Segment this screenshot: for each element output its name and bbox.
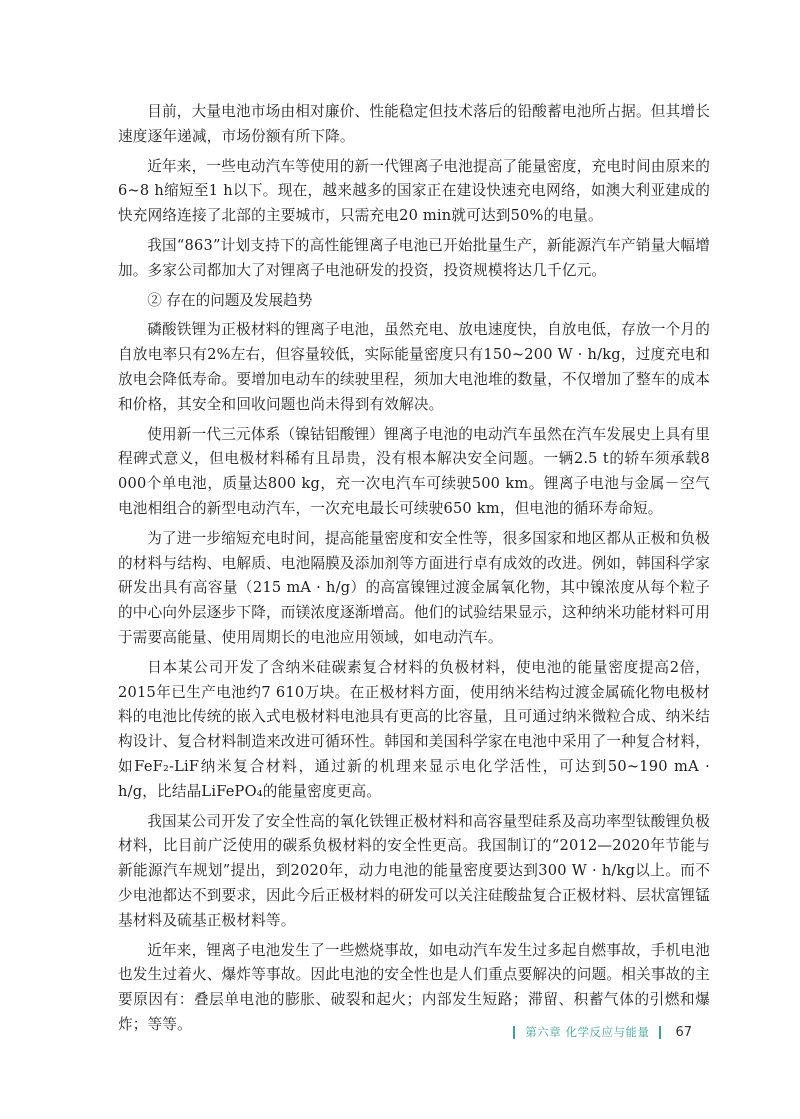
paragraph: 目前，大量电池市场由相对廉价、性能稳定但技术落后的铅酸蓄电池所占据。但其增长速度逐年递减，市场份额有所下降。: [118, 103, 710, 145]
paragraph: 使用新一代三元体系（镍钴铝酸锂）锂离子电池的电动汽车虽然在汽车发展史上具有里程碑式意义，但电极材料稀有且昂贵，没有根本解决安全问题。一辆2.5 t的轿车须承载8 000个单电池，质量达800 kg，充一次电汽车可续驶500 km。锂离子电池与金属－空气电池相组合的新型电动汽车，一次充电最长可续驶650 km，但电池的循环寿命短。: [118, 425, 710, 517]
paragraph: 近年来，锂离子电池发生了一些燃烧事故，如电动汽车发生过多起自燃事故，手机电池也发生过着火、爆炸等事故。因此电池的安全性也是人们重点要解决的问题。相关事故的主要原因有：叠层单电池的膨胀、破裂和起火；内部发生短路；滞留、积蓄气体的引燃和爆炸；等等。: [118, 941, 710, 1033]
footer-chapter-title: 第六章 化学反应与能量: [525, 1025, 650, 1039]
paragraph: 为了进一步缩短充电时间，提高能量密度和安全性等，很多国家和地区都从正极和负极的材料与结构、电解质、电池隔膜及添加剂等方面进行卓有成效的改进。例如，韩国科学家研发出具有高容量（215 mA · h/g）的高富镍锂过渡金属氧化物，其中镍浓度从每个粒子的中心向外层逐步下降，而镁浓度逐渐增高。他们的试验结果显示，这种纳米功能材料可用于需要高能量、使用周期长的电池应用领域，如电动汽车。: [118, 529, 710, 646]
section-heading: ② 存在的问题及发展趋势: [147, 291, 313, 309]
footer-divider-left: [513, 1026, 515, 1039]
paragraph: 磷酸铁锂为正极材料的锂离子电池，虽然充电、放电速度快，自放电低，存放一个月的自放电率只有2%左右，但容量较低，实际能量密度只有150~200 W · h/kg，过度充电和放电会降低寿命。要增加电动车的续驶里程，须加大电池堆的数量，不仅增加了整车的成本和价格，其安全和回收问题也尚未得到有效解决。: [118, 321, 710, 413]
paragraph: 日本某公司开发了含纳米硅碳素复合材料的负极材料，使电池的能量密度提高2倍，2015年已生产电池约7 610万块。在正极材料方面，使用纳米结构过渡金属硫化物电极材料的电池比传统的嵌入式电极材料电池具有更高的比容量，且可通过纳米微粒合成、纳米结构设计、复合材料制造来改进可循环性。韩国和美国科学家在电池中采用了一种复合材料，如FeF₂-LiF纳米复合材料，通过新的机理来显示电化学活性，可达到50~190 mA · h/g，比结晶LiFePO₄的能量密度更高。: [118, 658, 710, 800]
paragraph: 近年来，一些电动汽车等使用的新一代锂离子电池提高了能量密度，充电时间由原来的6~8 h缩短至1 h以下。现在，越来越多的国家正在建设快速充电网络，如澳大利亚建成的快充网络连接了北部的主要城市，只需充电20 min就可达到50%的电量。: [118, 157, 710, 225]
paragraph: 我国“863”计划支持下的高性能锂离子电池已开始批量生产，新能源汽车产销量大幅增加。多家公司都加大了对锂离子电池研发的投资，投资规模将达几千亿元。: [118, 236, 710, 279]
page-number: 67: [675, 1024, 692, 1040]
page-body: [118, 100, 710, 1043]
page-footer: [513, 1024, 692, 1040]
footer-divider-right: [659, 1026, 661, 1039]
paragraph: 我国某公司开发了安全性高的氧化铁锂正极材料和高容量型硅系及高功率型钛酸锂负极材料，比目前广泛使用的碳系负极材料的安全性更高。我国制订的“2012—2020年节能与新能源汽车规划”提出，到2020年，动力电池的能量密度要达到300 W · h/kg以上。而不少电池都达不到要求，因此今后正极材料的研发可以关注硅酸盐复合正极材料、层状富锂锰基材料及硫基正极材料等。: [118, 812, 710, 929]
